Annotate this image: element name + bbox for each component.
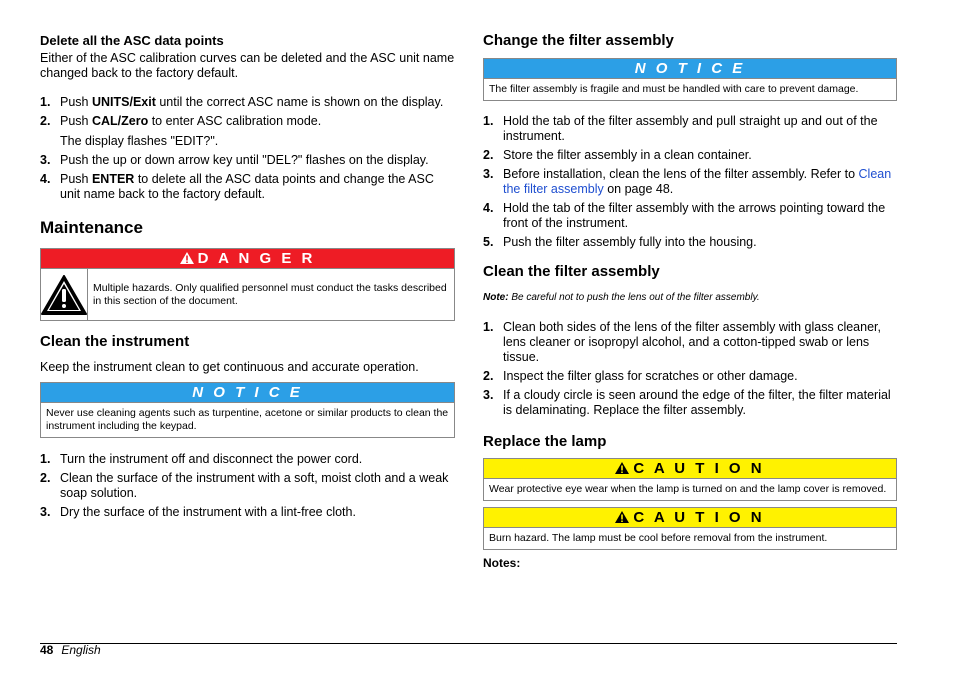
list-item: 4. Push ENTER to delete all the ASC data points and change the ASC unit name back to the factory default. (40, 172, 434, 201)
clean-steps-list (40, 452, 455, 520)
caution-header: C A U T I O N (484, 508, 896, 527)
replace-lamp-heading: Replace the lamp (483, 433, 607, 450)
notice-header: N O T I C E (41, 383, 454, 402)
notice-box (483, 58, 897, 101)
clean-instrument-heading: Clean the instrument (40, 333, 190, 350)
list-item: 1. Push UNITS/Exit until the correct ASC name is shown on the display. (40, 95, 444, 109)
list-item: 4. Hold the tab of the filter assembly with the arrows pointing toward the front of the instrument. (483, 201, 886, 230)
list-item: 3. Before installation, clean the lens of the filter assembly. Refer to Clean the filter assembly on page 48. (483, 167, 892, 196)
list-item: 1. Turn the instrument off and disconnect the power cord. (40, 452, 363, 466)
list-item: 1. Hold the tab of the filter assembly and pull straight up and out of the instrument. (483, 114, 878, 143)
change-filter-steps (483, 114, 897, 250)
right-column (483, 30, 897, 571)
list-item: 2. Store the filter assembly in a clean container. (483, 148, 752, 162)
clean-filter-steps (483, 320, 897, 418)
notice-text: The filter assembly is fragile and must be handled with care to prevent damage. (484, 78, 896, 100)
list-item: 2. Inspect the filter glass for scratches or other damage. (483, 369, 798, 383)
warning-triangle-icon (180, 252, 194, 264)
clean-filter-heading: Clean the filter assembly (483, 263, 660, 280)
caution-box (483, 458, 897, 501)
list-item: 3. If a cloudy circle is seen around the edge of the filter, the filter material is delaminating. Replace the filter assembly. (483, 388, 891, 417)
warning-triangle-icon (615, 511, 629, 523)
list-item: 3. Dry the surface of the instrument with a lint-free cloth. (40, 505, 356, 519)
footer-language: English (61, 643, 101, 657)
danger-header: D A N G E R (41, 249, 454, 268)
list-item: 2. Push CAL/Zero to enter ASC calibration mode. (40, 114, 322, 128)
caution-text: Burn hazard. The lamp must be cool before removal from the instrument. (484, 527, 896, 549)
danger-text: Multiple hazards. Only qualified personnel must conduct the tasks described in this section of the document. (93, 281, 447, 307)
asc-delete-heading: Delete all the ASC data points (40, 33, 224, 48)
hazard-icon (41, 275, 87, 315)
note: Note: Be careful not to push the lens out of the filter assembly. (483, 292, 760, 303)
caution-box (483, 507, 897, 550)
list-item: 2. Clean the surface of the instrument with a soft, moist cloth and a weak soap solution. (40, 471, 449, 500)
asc-steps-list (40, 95, 455, 202)
caution-text: Wear protective eye wear when the lamp is turned on and the lamp cover is removed. (484, 478, 896, 500)
maintenance-heading: Maintenance (40, 218, 143, 237)
caution-header: C A U T I O N (484, 459, 896, 478)
danger-box (40, 248, 455, 321)
step-result: The display flashes "EDIT?". (60, 134, 219, 148)
warning-triangle-icon (615, 462, 629, 474)
page-number: 48 (40, 643, 54, 657)
list-item: 3. Push the up or down arrow key until "DEL?" flashes on the display. (40, 153, 429, 167)
footer-divider (40, 643, 897, 644)
notes-label: Notes: (483, 556, 521, 570)
notice-header: N O T I C E (484, 59, 896, 78)
page-footer (40, 643, 101, 658)
left-column (40, 30, 455, 520)
asc-delete-intro: Either of the ASC calibration curves can be deleted and the ASC unit name changed back to the factory default. (40, 51, 455, 80)
change-filter-heading: Change the filter assembly (483, 32, 674, 49)
list-item: 1. Clean both sides of the lens of the filter assembly with glass cleaner, lens cleaner or isopropyl alcohol, and a cotton-tipped swab or lens tissue. (483, 320, 881, 364)
notice-text: Never use cleaning agents such as turpentine, acetone or similar products to clean the instrument including the keypad. (41, 402, 454, 437)
list-item: 5. Push the filter assembly fully into the housing. (483, 235, 757, 249)
clean-filter-link[interactable]: Clean the filter assembly (503, 167, 892, 196)
clean-instrument-intro: Keep the instrument clean to get continuous and accurate operation. (40, 360, 419, 374)
notice-box (40, 382, 455, 438)
